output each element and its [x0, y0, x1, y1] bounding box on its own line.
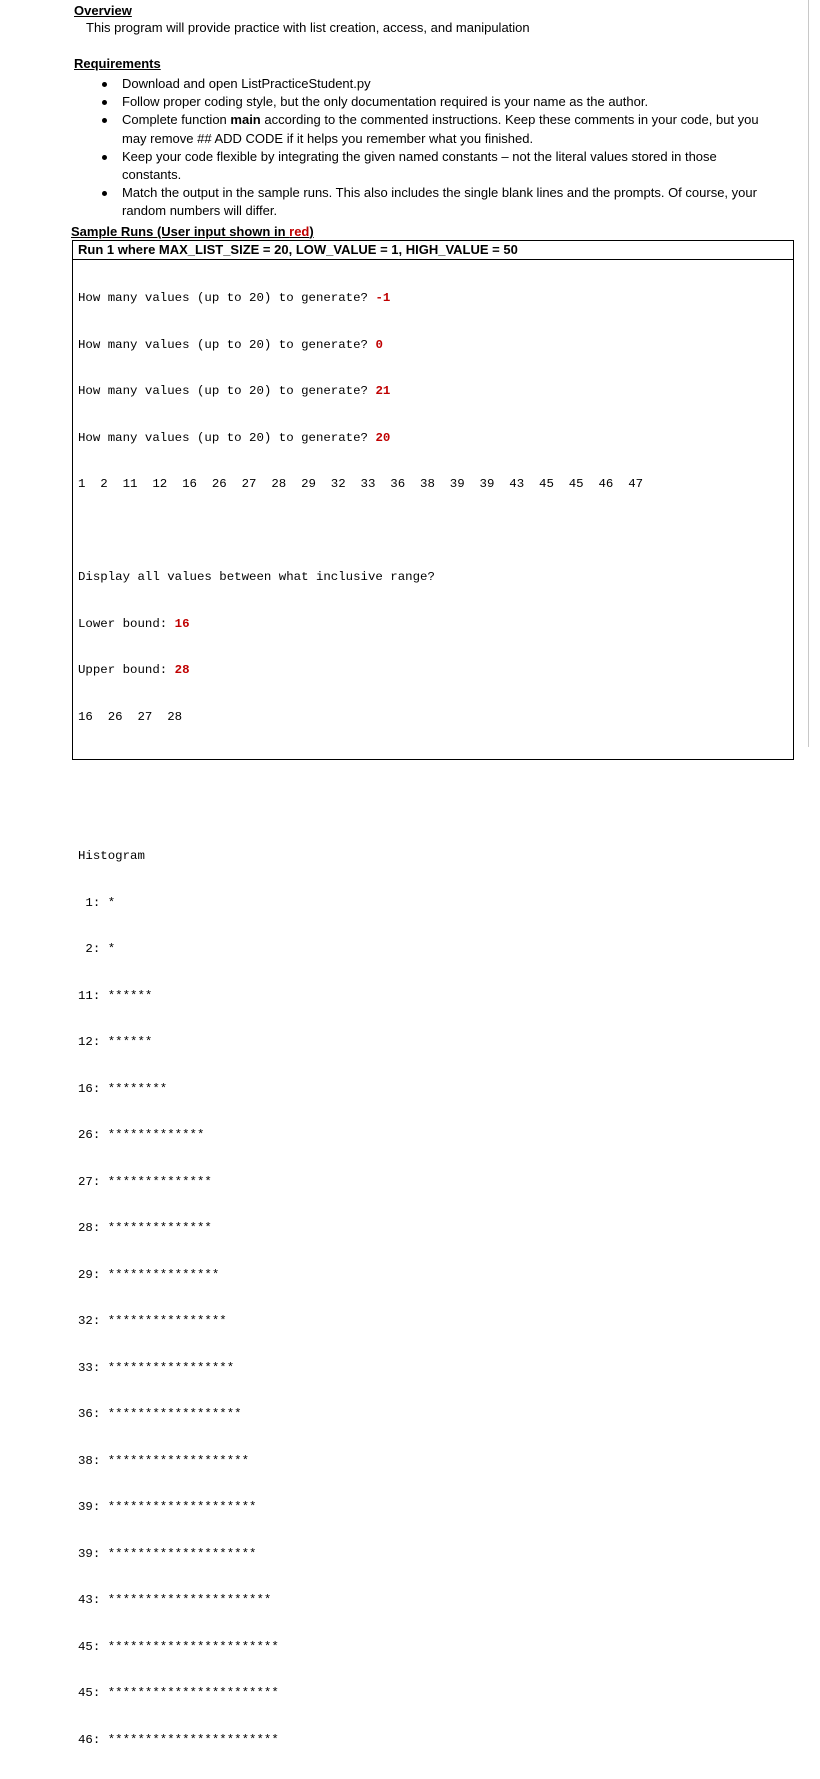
- user-input: 21: [375, 384, 391, 398]
- histogram-line: 39: ********************: [78, 1500, 257, 1514]
- histogram-line: 43: **********************: [78, 1593, 272, 1607]
- prompt-text: How many values (up to 20) to generate?: [78, 430, 376, 445]
- histogram-line: 45: ***********************: [78, 1686, 279, 1700]
- heading-red-text: red: [289, 224, 310, 239]
- histogram-line: 27: **************: [78, 1174, 212, 1189]
- console-line: [78, 384, 793, 400]
- list-item: Download and open ListPracticeStudent.py: [98, 75, 770, 93]
- histogram-line: 11: ******: [78, 988, 153, 1003]
- console-line: [78, 663, 793, 679]
- sample-runs-heading: [71, 224, 314, 240]
- range-output: 16 26 27 28: [78, 709, 183, 724]
- list-item: Follow proper coding style, but the only documentation required is your name as the author.: [98, 93, 770, 111]
- user-input: 28: [174, 663, 190, 677]
- prompt-text: How many values (up to 20) to generate?: [78, 337, 376, 352]
- blank-line: [78, 756, 793, 772]
- user-input: -1: [375, 291, 391, 305]
- histogram-line: 2: *: [78, 942, 116, 956]
- list-output: 1 2 11 12 16 26 27 28 29 32 33 36 38 39 39 43 45 45 46 47: [78, 477, 644, 491]
- console-line: [78, 338, 793, 354]
- overview-heading: Overview: [74, 3, 132, 18]
- heading-text: ): [309, 224, 314, 239]
- blank-line: [78, 803, 793, 819]
- histogram-line: 33: *****************: [78, 1360, 235, 1375]
- prompt-text: How many values (up to 20) to generate?: [78, 384, 376, 398]
- run-title: Run 1 where MAX_LIST_SIZE = 20, LOW_VALUE = 1, HIGH_VALUE = 50: [73, 241, 793, 260]
- sample-run-box: [72, 240, 794, 1747]
- requirements-list: [98, 75, 770, 221]
- prompt-text: Lower bound:: [78, 616, 175, 631]
- histogram-title: Histogram: [78, 849, 145, 863]
- histogram-line: 16: ********: [78, 1081, 168, 1096]
- list-item-text: according to the commented instructions. Keep these comments in your code, but you may remove ## ADD CODE if it helps you remember what you finished.: [122, 112, 759, 146]
- histogram-line: 39: ********************: [78, 1546, 257, 1561]
- list-item-bold: main: [230, 112, 261, 128]
- histogram-line: 1: *: [78, 895, 116, 910]
- console-line: [78, 291, 793, 307]
- console-line: [78, 617, 793, 633]
- histogram-line: 12: ******: [78, 1035, 153, 1049]
- requirements-heading: Requirements: [74, 56, 161, 71]
- list-item-text: Complete function: [122, 112, 231, 128]
- user-input: 16: [174, 616, 190, 631]
- histogram-line: 26: *************: [78, 1128, 205, 1142]
- user-input: 20: [375, 430, 391, 445]
- histogram-line: 46: ***********************: [78, 1732, 279, 1747]
- console-line: [78, 431, 793, 447]
- blank-line: [78, 524, 793, 540]
- prompt-text: How many values (up to 20) to generate?: [78, 291, 376, 305]
- prompt-text: Upper bound:: [78, 663, 175, 677]
- histogram-line: 45: ***********************: [78, 1639, 279, 1654]
- histogram-line: 32: ****************: [78, 1314, 227, 1328]
- range-prompt: Display all values between what inclusive range?: [78, 570, 435, 584]
- histogram-line: 28: **************: [78, 1221, 212, 1235]
- heading-text: Sample Runs (User input shown in: [71, 224, 290, 239]
- histogram-line: 38: *******************: [78, 1453, 250, 1468]
- list-item: Keep your code flexible by integrating the given named constants – not the literal values stored in those constants.: [98, 148, 770, 184]
- list-item: [98, 111, 770, 147]
- histogram-line: 29: ***************: [78, 1267, 220, 1282]
- histogram-line: 36: ******************: [78, 1407, 242, 1421]
- console-output: [73, 260, 793, 1779]
- user-input: 0: [375, 337, 383, 352]
- list-item: Match the output in the sample runs. This also includes the single blank lines and the prompts. Of course, your random numbers will differ.: [98, 184, 770, 220]
- overview-text: This program will provide practice with list creation, access, and manipulation: [86, 20, 530, 35]
